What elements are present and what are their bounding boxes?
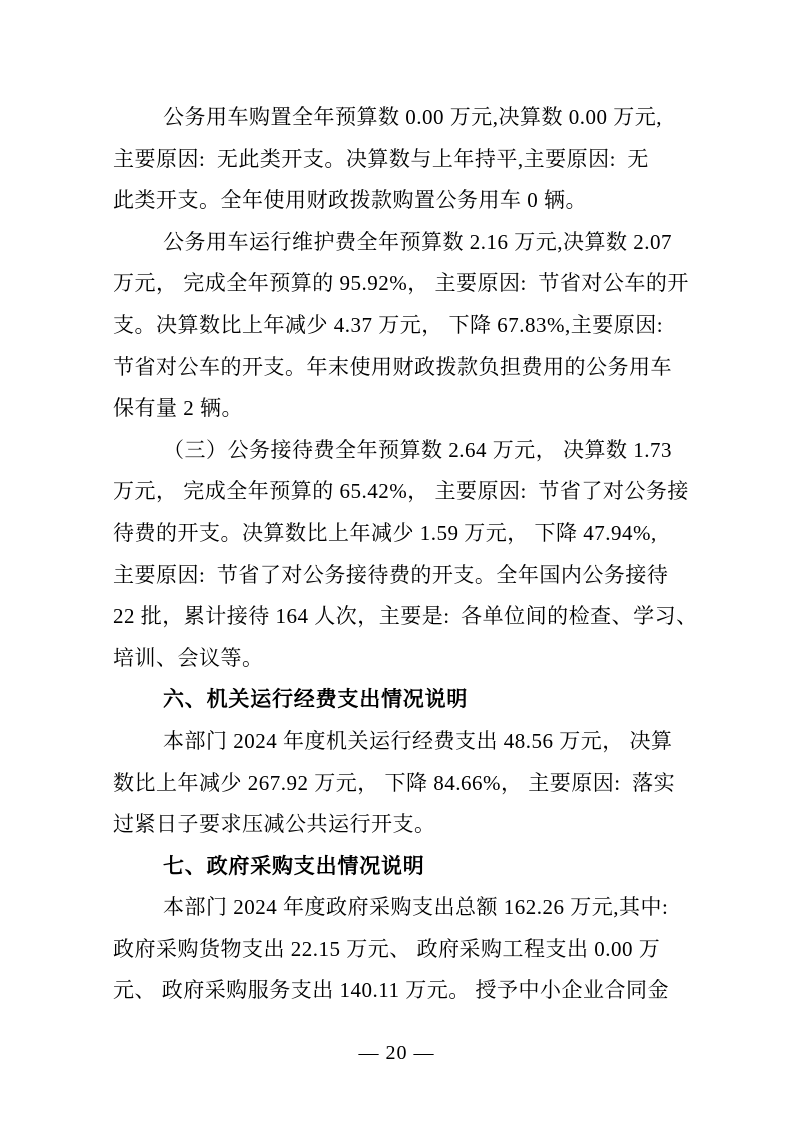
- paragraph-line: 过紧日子要求压减公共运行开支。: [113, 812, 436, 837]
- paragraph-line: 公务用车购置全年预算数 0.00 万元,决算数 0.00 万元,: [163, 105, 662, 129]
- paragraph-line: 本部门 2024 年度政府采购支出总额 162.26 万元,其中:: [163, 895, 669, 920]
- paragraph-line: 待费的开支。决算数比上年减少 1.59 万元， 下降 47.94%,: [113, 520, 657, 545]
- paragraph-line: 主要原因: 无此类开支。决算数与上年持平,主要原因: 无: [113, 146, 649, 171]
- paragraph-line: 保有量 2 辆。: [113, 396, 243, 421]
- document-body: [113, 97, 698, 1012]
- paragraph-line: 节省对公车的开支。年末使用财政拨款负担费用的公务用车: [113, 354, 672, 379]
- paragraph-line: 本部门 2024 年度机关运行经费支出 48.56 万元， 决算: [163, 728, 673, 753]
- paragraph-line: 主要原因: 节省了对公务接待费的开支。全年国内公务接待: [113, 562, 669, 587]
- paragraph-line: 培训、会议等。: [113, 645, 264, 670]
- section-heading-6: 六、机关运行经费支出情况说明: [163, 688, 469, 712]
- page-number: — 20 —: [358, 1042, 435, 1064]
- paragraph-line: 万元， 完成全年预算的 65.42%， 主要原因: 节省了对公务接: [113, 479, 689, 504]
- paragraph-line: 公务用车运行维护费全年预算数 2.16 万元,决算数 2.07: [163, 229, 672, 254]
- paragraph-line: 支。决算数比上年减少 4.37 万元， 下降 67.83%,主要原因:: [113, 312, 664, 337]
- paragraph-line: 元、 政府采购服务支出 140.11 万元。 授予中小企业合同金: [113, 978, 669, 1003]
- paragraph-line: 22 批，累计接待 164 人次，主要是: 各单位间的检查、学习、: [113, 604, 698, 629]
- section-heading-7: 七、政府采购支出情况说明: [163, 854, 425, 878]
- paragraph-line: 政府采购货物支出 22.15 万元、 政府采购工程支出 0.00 万: [113, 936, 661, 961]
- paragraph-line: 此类开支。全年使用财政拨款购置公务用车 0 辆。: [113, 188, 587, 213]
- paragraph-line: （三）公务接待费全年预算数 2.64 万元， 决算数 1.73: [163, 437, 672, 462]
- paragraph-line: 数比上年减少 267.92 万元， 下降 84.66%， 主要原因: 落实: [113, 770, 676, 795]
- paragraph-line: 万元， 完成全年预算的 95.92%， 主要原因: 节省对公车的开: [113, 271, 689, 296]
